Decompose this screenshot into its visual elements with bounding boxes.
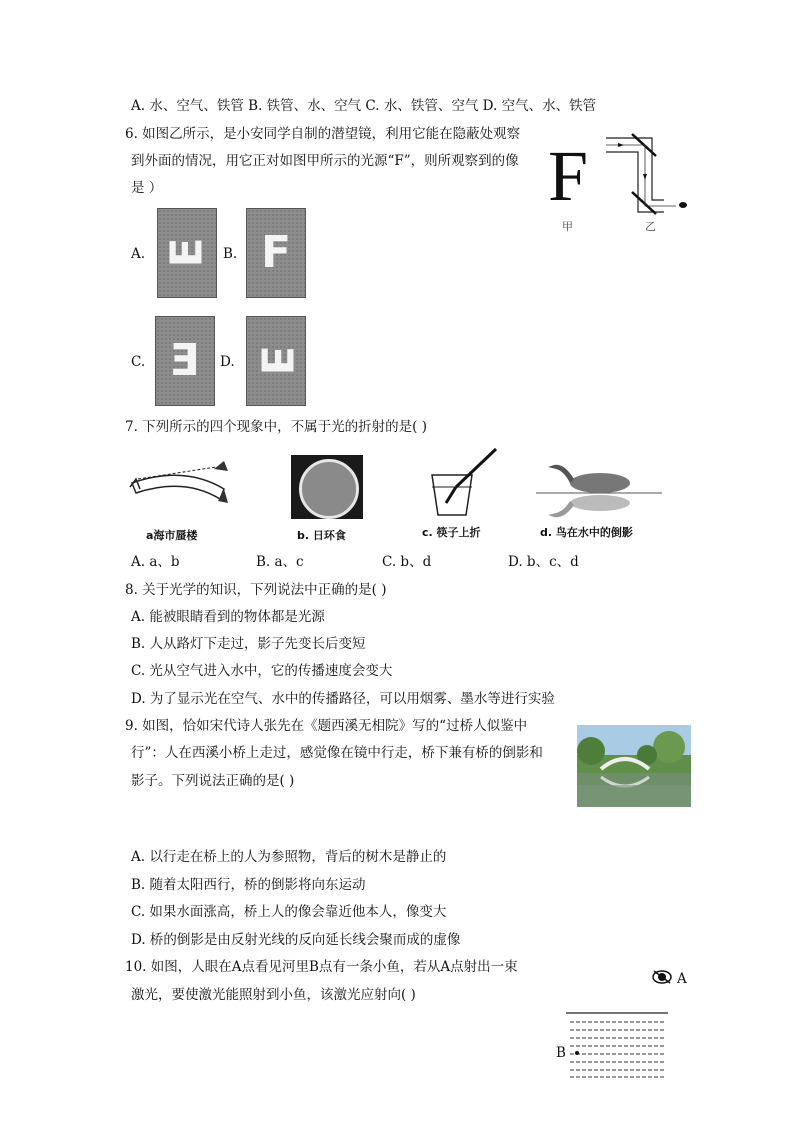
q6-option-c-glyph: E [169,335,201,386]
q7-caption-b: b. 日环食 [297,529,346,542]
q6-option-b-image [246,208,306,298]
q7-option-d: D. b、c、d [508,554,579,570]
q7-option-c: C. b、d [382,554,432,570]
q6-option-d-image [246,316,306,406]
q7-caption-d: d. 鸟在水中的倒影 [540,526,633,539]
q6-label-yi: 乙 [645,220,656,233]
q8-option-b: B. 人从路灯下走过，影子先变长后变短 [131,636,366,652]
q5-options: A. 水、空气、铁管 B. 铁管、水、空气 C. 水、铁管、空气 D. 空气、水、铁管 [131,98,597,114]
q6-option-a-glyph: E [161,237,213,268]
q6-option-c-label: C. [131,354,146,370]
mirage-picture [128,455,240,515]
periscope-diagram [604,130,694,215]
q10-stem-line2: 激光，要使激光能照射到小鱼，该激光应射向( ) [131,987,416,1003]
q9-option-b: B. 随着太阳西行，桥的倒影将向东运动 [131,877,366,893]
eclipse-picture [291,455,363,519]
q6-option-a-label: A. [131,246,146,262]
q9-stem-line1: 9. 如图，恰如宋代诗人张先在《题西溪无相院》写的“过桥人似鉴中 [125,718,528,734]
q6-stem-line1: 6. 如图乙所示，是小安同学自制的潜望镜，利用它能在隐蔽处观察 [125,126,521,142]
river-water-diagram [566,1010,670,1080]
q7-option-b: B. a、c [256,554,304,570]
chopstick-glass-picture [426,447,498,519]
q6-option-b-glyph: F [260,227,292,278]
bird-reflection-picture [534,455,664,521]
q8-option-a: A. 能被眼睛看到的物体都是光源 [131,609,325,625]
point-a-label: A [677,971,687,987]
q9-option-c: C. 如果水面涨高，桥上人的像会靠近他本人，像变大 [131,904,447,920]
q6-option-c-image [155,316,215,406]
q6-stem-line3: 是 ） [131,180,163,196]
q6-label-jia: 甲 [562,220,573,233]
q10-stem-line1: 10. 如图，人眼在A点看见河里B点有一条小鱼，若从A点射出一束 [125,959,518,975]
q6-option-d-label: D. [220,354,235,370]
q9-stem-line2: 行”：人在西溪小桥上走过，感觉像在镜中行走，桥下兼有桥的倒影和 [131,745,543,761]
q7-caption-a: a海市蜃楼 [146,529,198,542]
bridge-photo [577,725,691,807]
q6-option-d-glyph: E [250,345,302,376]
q9-option-a: A. 以行走在桥上的人为参照物，背后的树木是静止的 [131,849,447,865]
q9-option-d: D. 桥的倒影是由反射光线的反向延长线会聚而成的虚像 [131,932,461,948]
eye-icon [652,968,674,986]
q8-option-d: D. 为了显示光在空气、水中的传播路径，可以用烟雾、墨水等进行实验 [131,691,555,707]
q8-stem: 8. 关于光学的知识，下列说法中正确的是( ) [125,582,387,598]
fish-point [575,1051,579,1055]
q6-stem-line2: 到外面的情况，用它正对如图甲所示的光源“F”，则所观察到的像 [131,153,519,169]
q7-caption-c: c. 筷子上折 [422,526,481,539]
q6-figure-letter-f: F [548,136,589,216]
q6-option-a-image [157,208,217,298]
q8-option-c: C. 光从空气进入水中，它的传播速度会变大 [131,663,393,679]
point-b-label: B [556,1045,566,1061]
q7-option-a: A. a、b [131,554,180,570]
q6-option-b-label: B. [223,246,238,262]
q7-stem: 7. 下列所示的四个现象中，不属于光的折射的是( ) [125,419,427,435]
q9-stem-line3: 影子。下列说法正确的是( ) [131,773,295,789]
